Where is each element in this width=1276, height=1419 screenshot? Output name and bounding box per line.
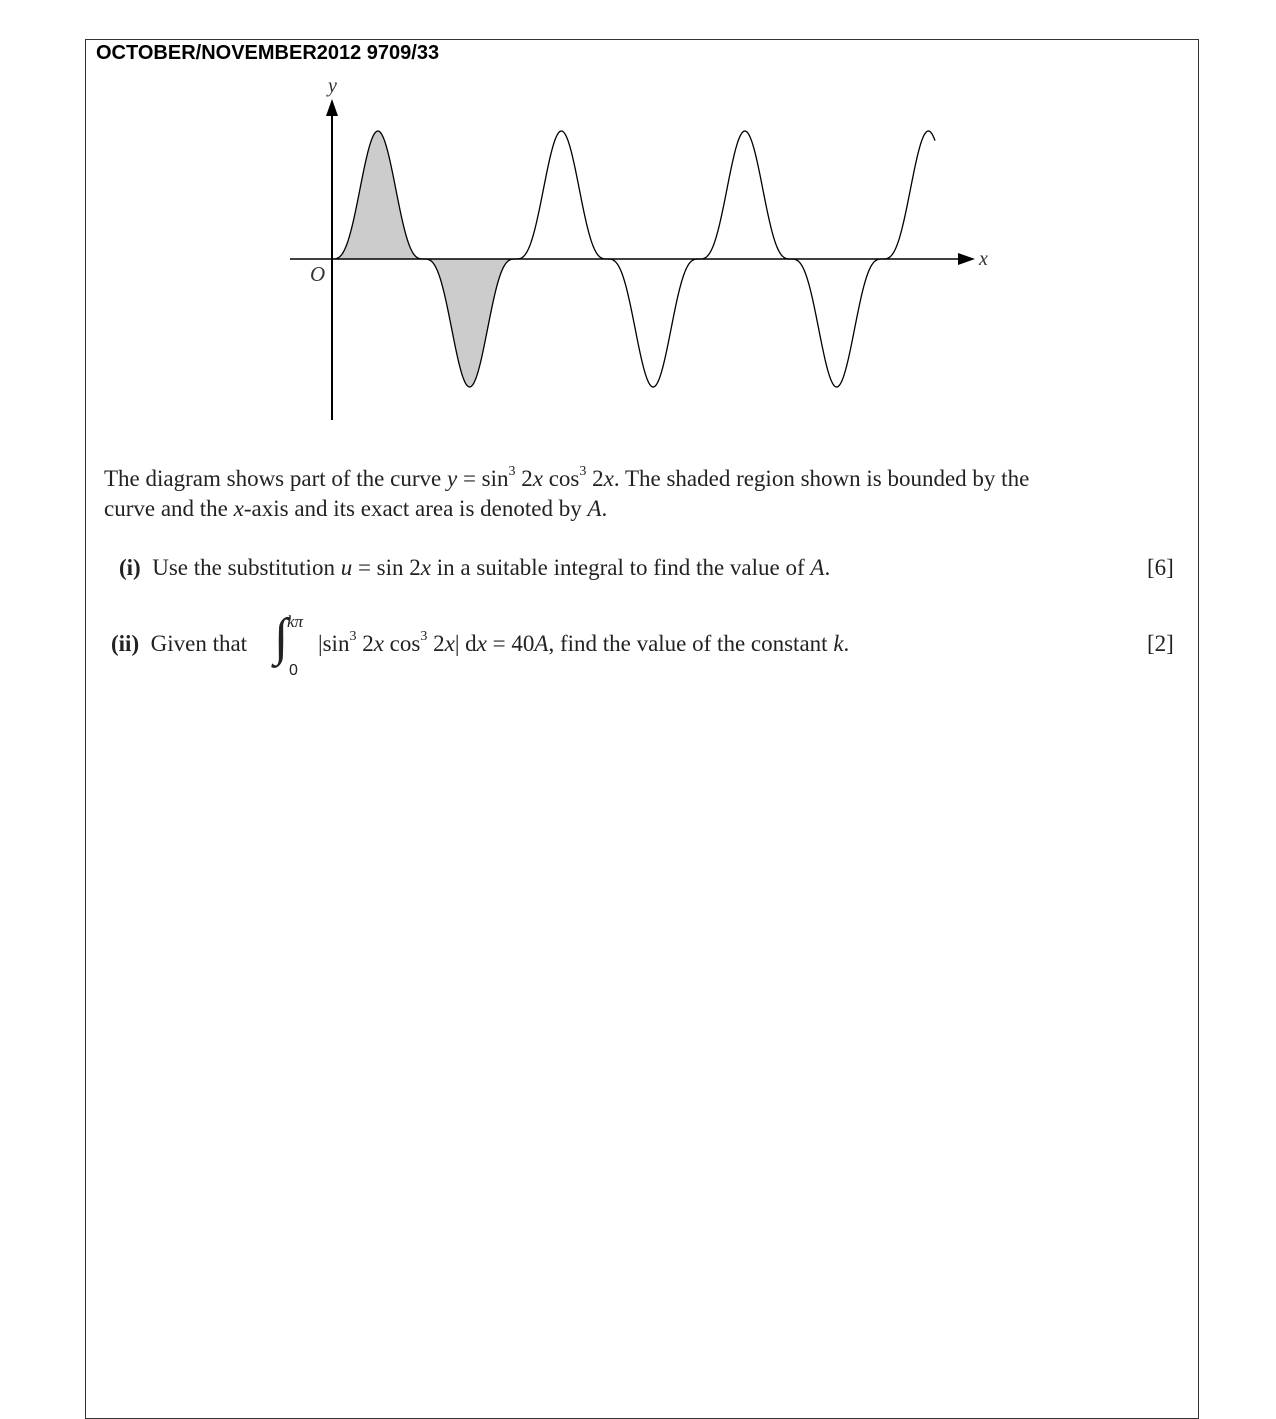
y-axis-label: y [328, 75, 337, 97]
y-axis-arrow [326, 99, 338, 116]
part-i: (i) Use the substitution u = sin 2x in a suitable integral to find the value of A. [119, 555, 831, 580]
x-axis-arrow [958, 253, 975, 265]
x-axis-label: x [979, 248, 988, 270]
paper-header: OCTOBER/NOVEMBER2012 9709/33 [96, 42, 440, 64]
part-i-marks: [6] [1147, 555, 1174, 580]
intro-line-1: The diagram shows part of the curve $y = \sin^3 2x$ $\cos^3 2x$. The shaded region shown is bounded by the [104, 464, 1030, 491]
part-ii-marks: [2] [1147, 631, 1174, 656]
part-ii-expression: $|\sin^3$ 2x $\cos^3 2x|$ dx = 40A, find the value of the constant k. [318, 629, 850, 656]
lower-limit: 0 [289, 662, 298, 679]
intro-line-2: curve and the x-axis and its exact area is denoted by A. [104, 496, 608, 521]
curve-diagram [0, 0, 1276, 450]
part-ii: (ii) Given that [111, 631, 248, 656]
upper-limit: kπ [287, 612, 304, 631]
origin-label: O [310, 262, 326, 286]
integral-sign: ∫ [274, 609, 289, 666]
